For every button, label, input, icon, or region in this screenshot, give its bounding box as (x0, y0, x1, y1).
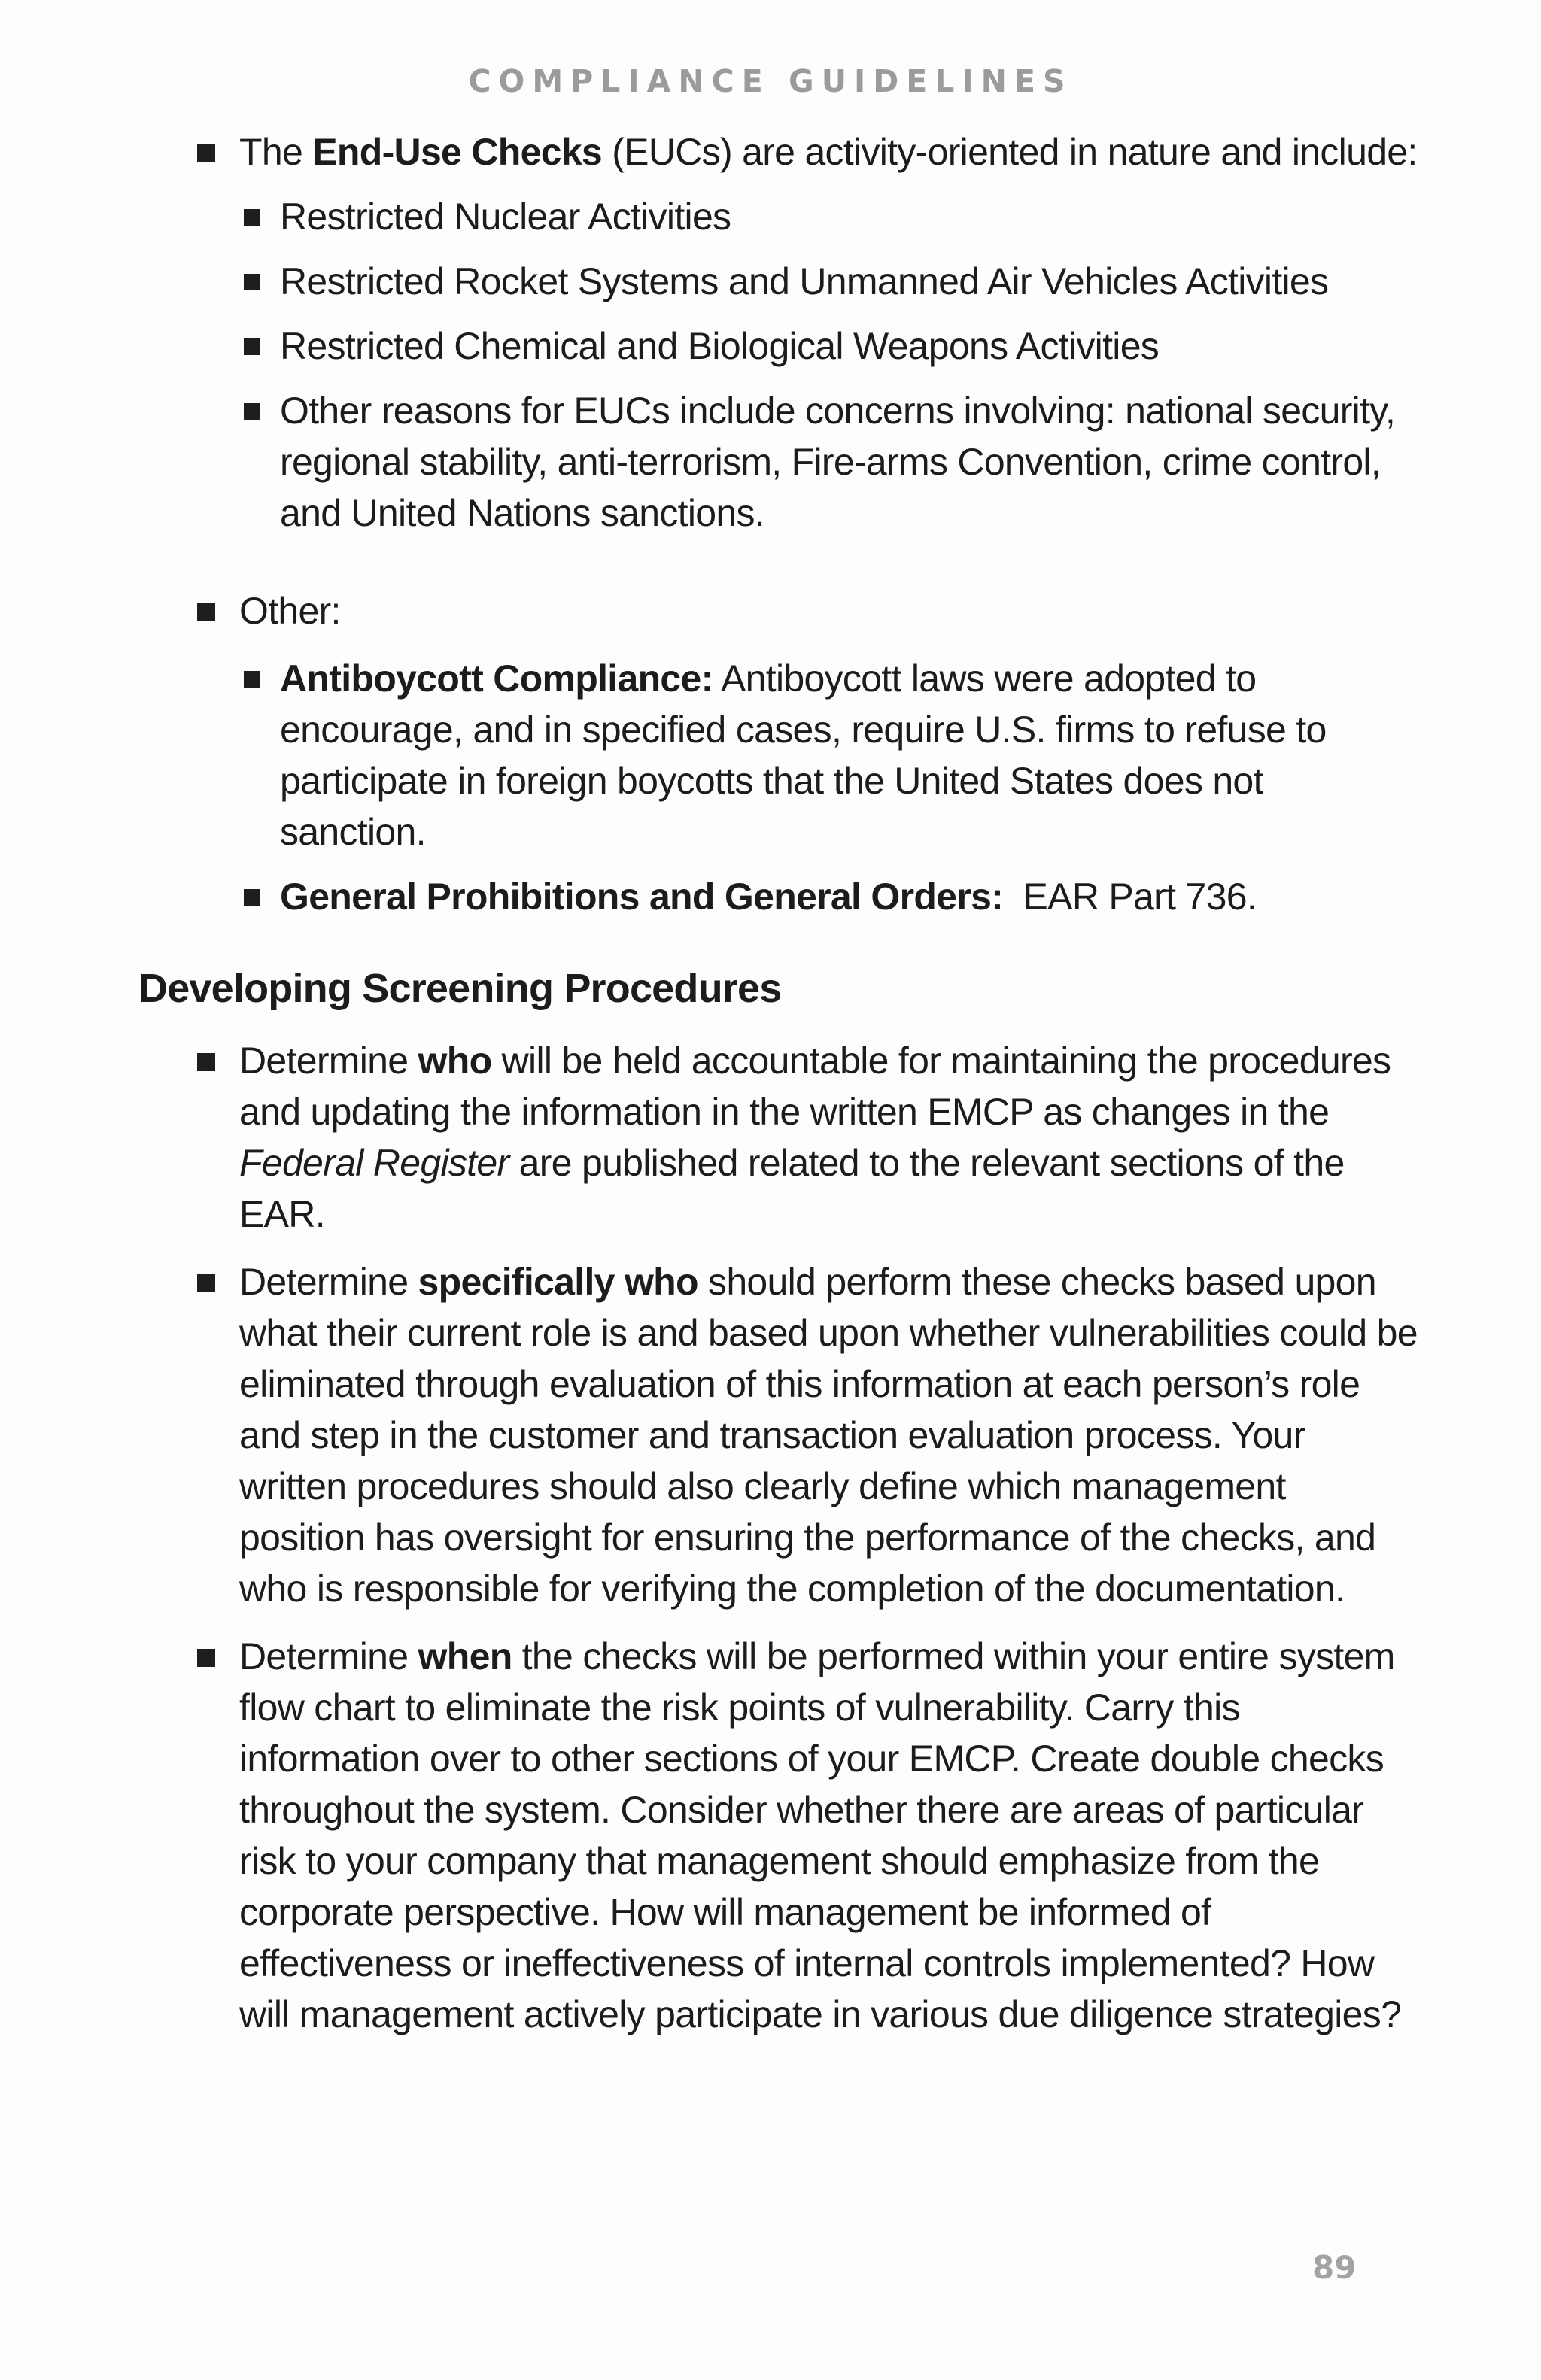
sub-bullet-text: Other reasons for EUCs include concerns involving: national security, regional stability, anti-terrorism, Fire-arms Convention, crime control, and United Nations sanctions. (280, 390, 1396, 534)
bullet-other (138, 585, 1418, 636)
bullet-text: The (239, 131, 313, 173)
square-bullet-icon (244, 889, 260, 906)
bullet-determine-who (138, 1035, 1418, 1240)
bullet-text: Other: (239, 590, 341, 632)
sub-bullet-text: Antiboycott laws were adopted to encourage, and in specified cases, require U.S. firms to refuse to participate in foreign boycotts that the United States does not sanction. (280, 657, 1327, 853)
bold-term: who (418, 1040, 492, 1082)
bullet-text: Determine (239, 1261, 418, 1303)
square-bullet-icon (197, 1649, 215, 1667)
bullet-determine-specifically-who (138, 1256, 1418, 1614)
sub-bullet-rocket (138, 256, 1418, 307)
italic-term: Federal Register (239, 1142, 509, 1184)
bullet-determine-when (138, 1631, 1418, 2040)
sub-bullet-chemical (138, 320, 1418, 372)
bullet-text: Determine (239, 1040, 418, 1082)
bold-term: Antiboycott Compliance: (280, 657, 713, 700)
square-bullet-icon (244, 274, 260, 290)
square-bullet-icon (244, 403, 260, 420)
square-bullet-icon (244, 209, 260, 226)
bullet-text: the checks will be performed within your entire system flow chart to eliminate the risk points of vulnerability. Carry this information over to other sections of your EMCP. Create double checks throughout the system. Consider whether there are areas of particular risk to your company that management should emphasize from the corporate perspective. How will management be informed of effectiveness or ineffectiveness of internal controls implemented? How will management actively participate in various due diligence strategies? (239, 1635, 1402, 2035)
bold-term: specifically who (418, 1261, 698, 1303)
square-bullet-icon (197, 1053, 215, 1071)
sub-bullet-text: Restricted Nuclear Activities (280, 196, 731, 238)
page-body (138, 126, 1418, 2040)
bold-term: when (418, 1635, 512, 1677)
page-number: 89 (1312, 2249, 1357, 2286)
bullet-text: should perform these checks based upon what their current role is and based upon whether vulnerabilities could be eliminated through evaluation of this information at each person’s role and step in the customer and transaction evaluation process. Your written procedures should also clearly define which management position has oversight for ensuring the performance of the checks, and who is responsible for verifying the completion of the documentation. (239, 1261, 1418, 1610)
sub-bullet-text: Restricted Chemical and Biological Weapons Activities (280, 325, 1160, 367)
square-bullet-icon (244, 338, 260, 355)
sub-bullet-text: EAR Part 736. (1003, 876, 1257, 918)
sub-bullet-text: Restricted Rocket Systems and Unmanned Air Vehicles Activities (280, 260, 1329, 302)
sub-bullet-nuclear (138, 191, 1418, 242)
square-bullet-icon (244, 671, 260, 688)
bullet-text: are published related to the relevant sections of the EAR. (239, 1142, 1345, 1235)
sub-bullet-antiboycott (138, 653, 1418, 858)
bold-term: General Prohibitions and General Orders: (280, 876, 1004, 918)
bullet-text: (EUCs) are activity-oriented in nature and include: (602, 131, 1418, 173)
running-header: COMPLIANCE GUIDELINES (468, 63, 1073, 99)
square-bullet-icon (197, 1274, 215, 1292)
square-bullet-icon (197, 603, 215, 621)
square-bullet-icon (197, 144, 215, 162)
bullet-text: Determine (239, 1635, 418, 1677)
bullet-text: will be held accountable for maintaining the procedures and updating the information in the written EMCP as changes in the (239, 1040, 1391, 1133)
bullet-end-use-checks (138, 126, 1418, 178)
section-heading: Developing Screening Procedures (138, 966, 782, 1011)
sub-bullet-general-prohibitions (138, 871, 1418, 922)
sub-bullet-other-reasons (138, 385, 1418, 539)
bold-term: End-Use Checks (312, 131, 603, 173)
